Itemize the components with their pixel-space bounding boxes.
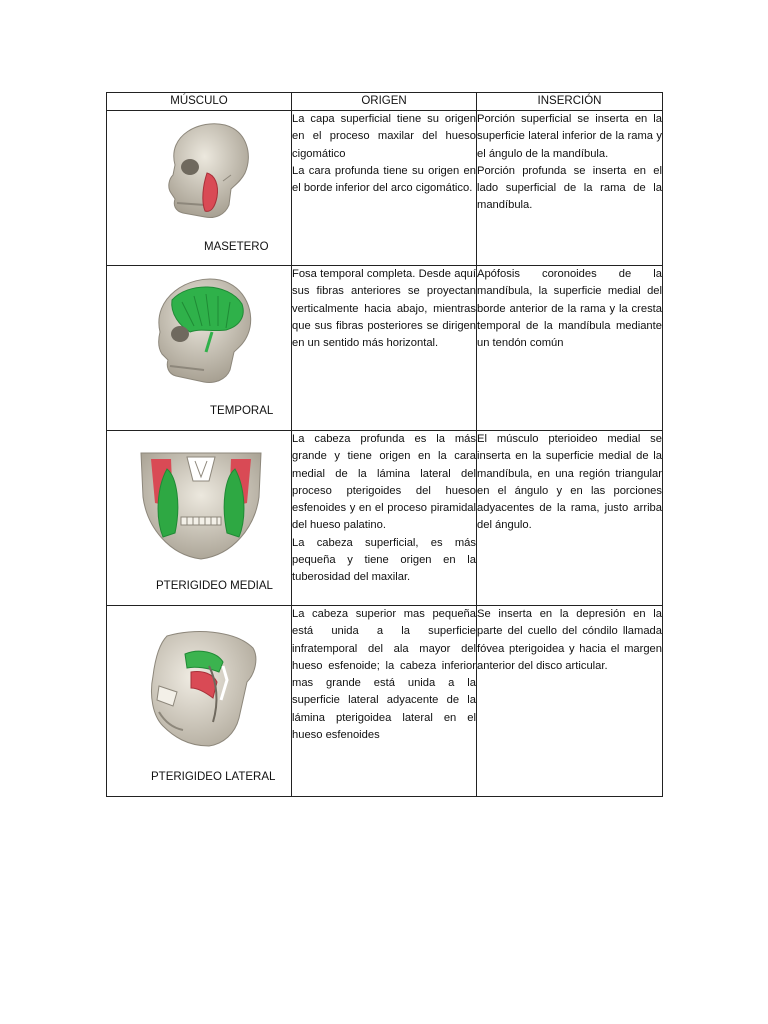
table-header-row: [107, 93, 663, 111]
header-muscle: MÚSCULO: [107, 93, 292, 111]
muscle-name: TEMPORAL: [210, 405, 274, 417]
origin-cell: La cabeza profunda es la más grande y tiene origen en la cara medial de la lámina lateral del proceso pterigoides del hueso esfenoides y en el proceso piramidal del hueso palatino. La cabeza superficial, es más pequeña y tiene origen en la tuberosidad del maxilar.: [292, 431, 477, 606]
muscle-cell: [107, 606, 292, 797]
muscle-cell: [107, 431, 292, 606]
table-row: [107, 266, 663, 431]
table-row: [107, 431, 663, 606]
insertion-cell: El músculo pterioideo medial se inserta en la superficie medial de la mandíbula, en una región triangular en el ángulo y en las porciones adyacentes de la rama, justo arriba del ángulo.: [477, 431, 663, 606]
origin-cell: La cabeza superior mas pequeña está unida a la superficie infratemporal del ala mayor del hueso esfenoide; la cabeza inferior mas grande está unida a la superficie lateral adyacente de la lámina pterigoidea lateral en el hueso esfenoides: [292, 606, 477, 797]
origin-cell: La capa superficial tiene su origen en el proceso maxilar del hueso cigomático La cara profunda tiene su origen en el borde inferior del arco cigomático.: [292, 111, 477, 266]
origin-cell: Fosa temporal completa. Desde aquí sus fibras anteriores se proyectan verticalmente hacia abajo, mientras que sus fibras posteriores se dirigen en un sentido más horizontal.: [292, 266, 477, 431]
header-origin: ORIGEN: [292, 93, 477, 111]
muscle-name: PTERIGIDEO LATERAL: [151, 771, 276, 783]
skull-pterygoid-medial-illustration-icon: [137, 447, 265, 563]
muscle-name: MASETERO: [204, 241, 269, 253]
jaw-pterygoid-lateral-illustration-icon: [143, 626, 261, 754]
header-insertion: INSERCIÓN: [477, 93, 663, 111]
muscle-cell: [107, 266, 292, 431]
muscles-table: [106, 92, 663, 797]
skull-temporal-illustration-icon: [142, 270, 257, 390]
table-row: [107, 111, 663, 266]
insertion-cell: Se inserta en la depresión en la parte del cuello del cóndilo llamada fóvea pterigoidea y hacia el margen anterior del disco articular.: [477, 606, 663, 797]
skull-masseter-illustration-icon: [145, 115, 255, 225]
muscle-name: PTERIGIDEO MEDIAL: [156, 580, 273, 592]
insertion-cell: Apófosis coronoides de la mandíbula, la superficie medial del borde anterior de la rama y la cresta temporal de la mandíbula mediante un tendón común: [477, 266, 663, 431]
insertion-cell: Porción superficial se inserta en la superficie lateral inferior de la rama y el ángulo de la mandíbula. Porción profunda se inserta en el lado superficial de la rama de la mandíbula.: [477, 111, 663, 266]
muscle-cell: [107, 111, 292, 266]
table-row: [107, 606, 663, 797]
